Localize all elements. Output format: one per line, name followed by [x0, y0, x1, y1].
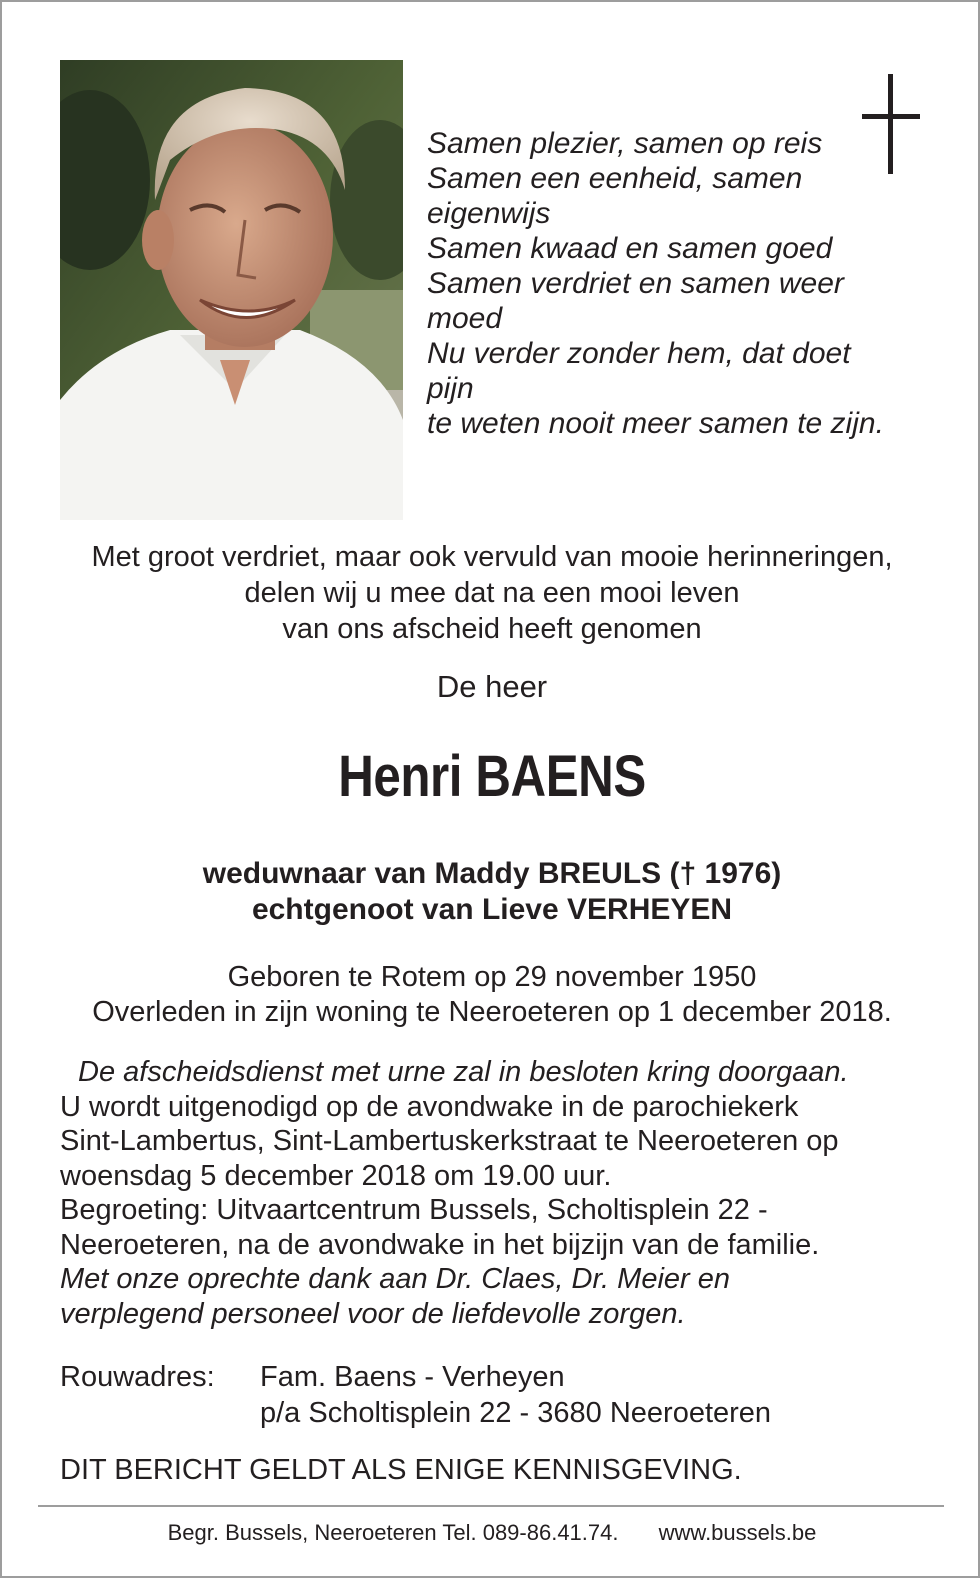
- poem-line: Samen verdriet en samen weer: [427, 267, 844, 300]
- death-line: Overleden in zijn woning te Neeroeteren op 1 december 2018.: [92, 996, 892, 1028]
- service-line: Begroeting: Uitvaartcentrum Bussels, Scholtisplein 22 -: [60, 1194, 768, 1226]
- poem-line: te weten nooit meer samen te zijn.: [427, 407, 884, 440]
- footer: [2, 1518, 980, 1548]
- service-line: Sint-Lambertus, Sint-Lambertuskerkstraat te Neeroeteren op: [60, 1125, 839, 1157]
- website-link[interactable]: www.bussels.be: [658, 1520, 817, 1545]
- service-details: [60, 1055, 940, 1331]
- address-label: Rouwadres:: [60, 1361, 215, 1393]
- service-line: woensdag 5 december 2018 om 19.00 uur.: [60, 1159, 612, 1192]
- address-line: p/a Scholtisplein 22 - 3680 Neeroeteren: [260, 1397, 772, 1429]
- poem-line: eigenwijs: [427, 197, 551, 230]
- mourning-address: [60, 1359, 940, 1431]
- service-line: Neeroeteren, na de avondwake in het bijzijn van de familie.: [60, 1228, 820, 1261]
- birth-line: Geboren te Rotem op 29 november 1950: [227, 961, 757, 993]
- undertaker-contact: Begr. Bussels, Neeroeteren Tel. 089-86.41.74.: [167, 1520, 619, 1545]
- relation-line: echtgenoot van Lieve VERHEYEN: [251, 893, 733, 926]
- service-private-note: De afscheidsdienst met urne zal in besloten kring doorgaan.: [78, 1056, 849, 1088]
- relations: [2, 856, 980, 928]
- poem-line: Samen kwaad en samen goed: [427, 232, 833, 265]
- intro-line: delen wij u mee dat na een mooi leven: [244, 577, 740, 609]
- poem-line: Samen een eenheid, samen: [427, 162, 803, 195]
- deceased-name: Henri BAENS: [338, 744, 646, 809]
- intro-line: van ons afscheid heeft genomen: [282, 613, 702, 645]
- address-row: [60, 1359, 940, 1395]
- portrait-illustration: [60, 60, 403, 520]
- thanks-line: Met onze oprechte dank aan Dr. Claes, Dr. Meier en: [60, 1263, 731, 1295]
- address-line: Fam. Baens - Verheyen: [260, 1361, 565, 1393]
- poem-line: pijn: [427, 372, 474, 405]
- service-line: U wordt uitgenodigd op de avondwake in de parochiekerk: [60, 1090, 799, 1123]
- salutation: De heer: [436, 669, 548, 704]
- footer-divider: [38, 1505, 944, 1507]
- birth-death-dates: [2, 960, 980, 1030]
- relation-line: weduwnaar van Maddy BREULS († 1976): [202, 857, 782, 890]
- portrait-photo: [60, 60, 403, 520]
- poem-line: Samen plezier, samen op reis: [427, 127, 823, 160]
- official-notice: DIT BERICHT GELDT ALS ENIGE KENNISGEVING.: [60, 1454, 742, 1486]
- poem-line: moed: [427, 302, 503, 335]
- poem: [427, 126, 917, 441]
- address-row: [60, 1395, 940, 1431]
- intro-text: [2, 539, 980, 647]
- thanks-line: verplegend personeel voor de liefdevolle zorgen.: [60, 1297, 686, 1330]
- address-label-spacer: [60, 1395, 260, 1431]
- intro-line: Met groot verdriet, maar ook vervuld van mooie herinneringen,: [91, 541, 893, 573]
- poem-line: Nu verder zonder hem, dat doet: [427, 337, 851, 370]
